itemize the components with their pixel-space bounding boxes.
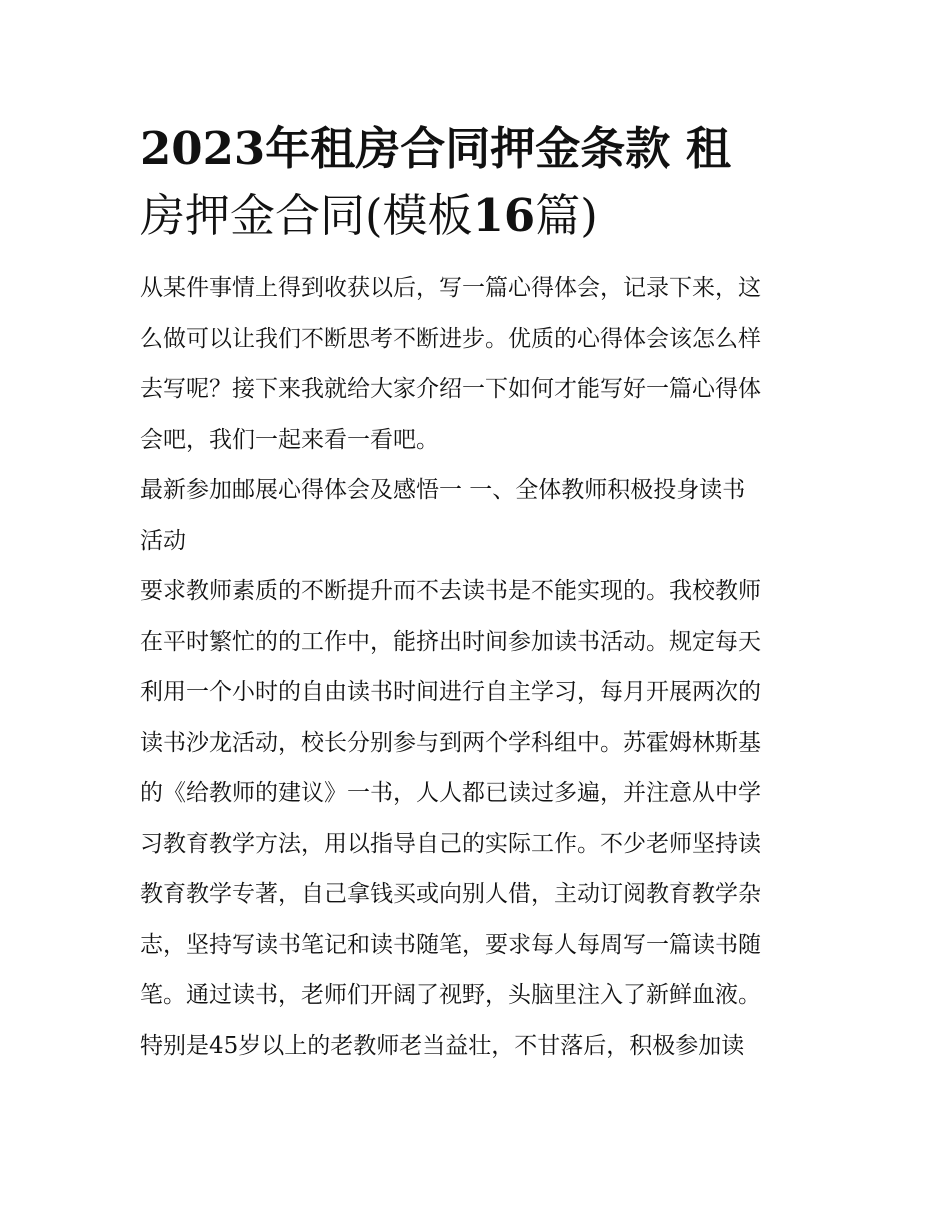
- text-line: 会吧，我们一起来看一看吧。: [140, 426, 439, 453]
- title-text-2: 房押金合同(模板: [140, 189, 473, 242]
- text-line: 要求教师素质的不断提升而不去读书是不能实现的。我校教师: [140, 578, 761, 604]
- text-line: 教育教学专著，自己拿钱买或向别人借，主动订阅教育教学杂: [140, 881, 761, 907]
- title-text-3: 篇): [535, 189, 598, 242]
- text-line: 去写呢？接下来我就给大家介绍一下如何才能写好一篇心得体: [140, 376, 761, 402]
- text-line: 特别是45岁以上的老教师老当益壮，不甘落后，积极参加读: [140, 1032, 745, 1059]
- body-paragraph: [140, 566, 812, 1071]
- text-line: 的《给教师的建议》一书，人人都已读过多遍，并注意从中学: [140, 780, 761, 806]
- title-line-1: [140, 115, 812, 182]
- text-line: 习教育教学方法，用以指导自己的实际工作。不少老师坚持读: [140, 830, 761, 857]
- text-line: 么做可以让我们不断思考不断进步。优质的心得体会该怎么样: [140, 325, 761, 352]
- text-line: 读书沙龙活动，校长分别参与到两个学科组中。苏霍姆林斯基: [140, 729, 761, 756]
- text-line: 从某件事情上得到收获以后，写一篇心得体会，记录下来，这: [140, 275, 761, 301]
- text-line: 活动: [140, 527, 186, 554]
- title-text-1: 年租房合同押金条款 租: [265, 122, 731, 175]
- document-page: [140, 115, 812, 1071]
- intro-paragraph: [140, 263, 812, 465]
- text-line: 在平时繁忙的的工作中，能挤出时间参加读书活动。规定每天: [140, 628, 761, 655]
- text-line: 利用一个小时的自由读书时间进行自主学习，每月开展两次的: [140, 679, 761, 705]
- section-heading-paragraph: [140, 465, 812, 566]
- text-line: 最新参加邮展心得体会及感悟一 一、全体教师积极投身读书: [140, 477, 746, 503]
- text-line: 笔。通过读书，老师们开阔了视野，头脑里注入了新鲜血液。: [140, 982, 761, 1008]
- title-year: 2023: [140, 122, 266, 175]
- text-line: 志，坚持写读书笔记和读书随笔，要求每人每周写一篇读书随: [140, 931, 761, 958]
- document-title: [140, 115, 812, 249]
- title-count: 16: [472, 189, 536, 242]
- title-line-2: [140, 182, 812, 249]
